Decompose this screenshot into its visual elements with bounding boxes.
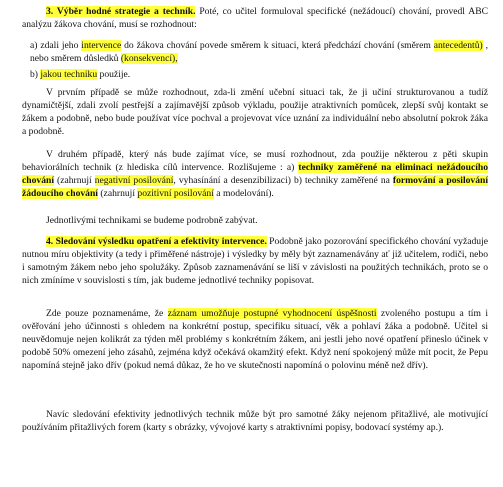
text: b) <box>30 69 41 80</box>
highlight: pozitivní posilování <box>137 188 214 199</box>
paragraph-text: Jednotlivými technikami se budeme podrobně zabývat. <box>46 215 258 226</box>
paragraph-record <box>22 307 488 372</box>
highlight: záznam umožňuje postupné vyhodnocení úspěšnosti <box>167 308 377 319</box>
highlight: antecedentů) <box>433 40 483 51</box>
text: použije. <box>97 69 131 80</box>
paragraph-monitoring <box>22 235 488 287</box>
text: (zahrnují <box>54 175 95 186</box>
list-item-a <box>30 39 488 65</box>
paragraph-strategy <box>22 5 488 31</box>
highlight: intervence <box>81 40 122 51</box>
text: (zahrnují <box>97 188 138 199</box>
heading-strategy: 3. Výběr hodné strategie a techník. <box>46 6 196 17</box>
text: V druhém případě, který nás bude zajímat více, se musí rozhodnout, zda použije některou z pěti skupin behaviorálních technik (z hlediska cílů intervence. Rozlišujeme : a) <box>22 149 488 173</box>
paragraph-motivation <box>22 408 488 434</box>
text: do žákova chování povede směrem k situaci, která předchází chování (směrem <box>121 40 434 51</box>
highlight: formování a posilování žádoucího chování <box>22 175 489 199</box>
paragraph-text: V prvním případě se může rozhodnout, zda-li změní učební situaci tak, že ji učiní strukturovanou a tudíž dynamičtější, zdali zvolí pestřejší a zajímavější způsob výkladu, použije atraktivních pomůcek, zlepší svůj kontakt se žákem a podobně, nebo bude používat více pochval a projevovat více uznání za individuální nebo absolutní pokrok žáka a podobně. <box>22 87 488 137</box>
text: , vyhasínání a desenzibilizaci) b) techniky zaměřené na <box>173 175 393 186</box>
highlight: (konsekvencí), <box>120 53 178 64</box>
text: a) zdali jeho <box>30 40 82 51</box>
heading-monitoring: 4. Sledování výsledku opatření a efektivity intervence. <box>46 236 267 247</box>
paragraph-text: Poté, co učitel formuloval specifické (nežádoucí) chování, provedl ABC analýzu žákova chování, musí se rozhodnout: <box>22 6 489 30</box>
paragraph-techniques-note <box>22 214 488 227</box>
paragraph-second-case <box>22 148 488 200</box>
text: a modelování). <box>213 188 274 199</box>
highlight: jakou techniku <box>40 69 98 80</box>
text: Zde pouze poznamenáme, že <box>46 308 168 319</box>
list-item-b <box>30 68 488 81</box>
paragraph-text: Navíc sledování efektivity jednotlivých technik může být pro samotné žáky nejenom přitažlivé, ale motivující používáním přitažlivých forem (karty s obrázky, vývojové karty s atraktivními popisy, bodovací systémy ap.). <box>22 409 488 433</box>
text: zvoleného postupu a tím i ověřování jeho účinnosti s ohledem na konkrétní postup, specifiku situací, věk a pohlaví žáka a podobně. Učitel si neuvědomuje nejen kolikrát za týden měl problémy s konkrétním žákem, ani jestli jeho nové opatření přineslo účinek v podobě 50% omezení jeho zásahů, zejména když očekává okamžitý efekt. Když není spokojený může mít pocit, že Pepu napomíná stejně jako dřív (pokud nemá důkaz, že ho ve skutečnosti napomíná o polovinu méně než dřív). <box>22 308 488 371</box>
text: , nebo směrem důsledků <box>30 40 489 64</box>
highlight: techniky zaměřené na eliminaci nežádoucího chování <box>22 162 488 186</box>
paragraph-text: Podobně jako pozorování specifického chování vyžaduje nutnou míru objektivity (a tedy i přiměřené nástroje) i výsledky by měly být zaznamenávány ať již učitelem, rodiči, nebo i samotným žákem nebo jeho spolužáky. Způsob zaznamenávání se liší v závislosti na použitých technikách, proto se o nich zmíníme v souvislosti s tím, jak budeme jednotlivé techniky popisovat. <box>22 236 488 286</box>
paragraph-first-case <box>22 86 488 138</box>
highlight: negativní posilování <box>94 175 174 186</box>
